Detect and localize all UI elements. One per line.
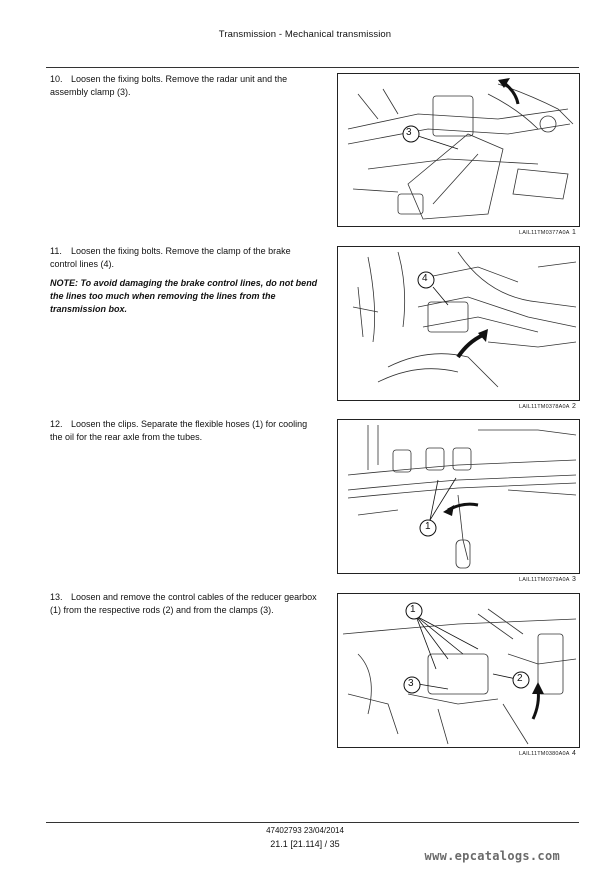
step-number: 11. — [50, 246, 62, 256]
figure-callout: 3 — [406, 127, 412, 138]
figure-4-illustration — [338, 594, 579, 747]
figure-number: 2 — [572, 403, 576, 410]
figure-number: 1 — [572, 229, 576, 236]
figure-callout: 3 — [408, 678, 414, 689]
footer-page-ref: 21.1 [21.114] / 35 — [270, 839, 340, 849]
figure-code: LAIL11TM0379A0A — [519, 577, 570, 583]
page-header-title: Transmission - Mechanical transmission — [218, 29, 392, 40]
step-text: Loosen the fixing bolts. Remove the clamp of the brake control lines (4). — [50, 246, 291, 269]
figure-1-illustration — [338, 74, 579, 226]
step-text: Loosen and remove the control cables of the reducer gearbox (1) from the respective rods (2) and from the clamps (3). — [50, 592, 317, 615]
figure-2-illustration — [338, 247, 579, 400]
footer-doc-ref: 47402793 23/04/2014 — [266, 826, 344, 835]
figure-2 — [337, 246, 580, 401]
step-number: 13. — [50, 592, 63, 602]
step-number: 12. — [50, 419, 63, 429]
step-11 — [50, 245, 320, 271]
step-12 — [50, 418, 320, 444]
step-11-note: NOTE: To avoid damaging the brake control lines, do not bend the lines too much when removing the lines from the transmission box. — [50, 278, 318, 314]
header-rule — [46, 67, 579, 68]
figure-callout: 4 — [422, 273, 428, 284]
step-10 — [50, 73, 320, 99]
footer-rule — [46, 822, 579, 823]
figure-number: 3 — [572, 576, 576, 583]
figure-callout: 2 — [517, 673, 523, 684]
figure-code: LAIL11TM0380A0A — [519, 751, 570, 757]
figure-3 — [337, 419, 580, 574]
step-number: 10. — [50, 74, 63, 84]
figure-3-illustration — [338, 420, 579, 573]
figure-callout: 1 — [425, 521, 431, 532]
step-text: Loosen the clips. Separate the flexible hoses (1) for cooling the oil for the rear axle from the tubes. — [50, 419, 308, 442]
figure-callout: 1 — [410, 604, 416, 615]
step-text: Loosen the fixing bolts. Remove the radar unit and the assembly clamp (3). — [50, 74, 288, 97]
figure-code: LAIL11TM0378A0A — [519, 404, 570, 410]
watermark-text: www.epcatalogs.com — [424, 849, 560, 863]
figure-1 — [337, 73, 580, 227]
step-13 — [50, 591, 320, 617]
figure-number: 4 — [572, 750, 576, 757]
figure-code: LAIL11TM0377A0A — [519, 230, 570, 236]
figure-4 — [337, 593, 580, 748]
